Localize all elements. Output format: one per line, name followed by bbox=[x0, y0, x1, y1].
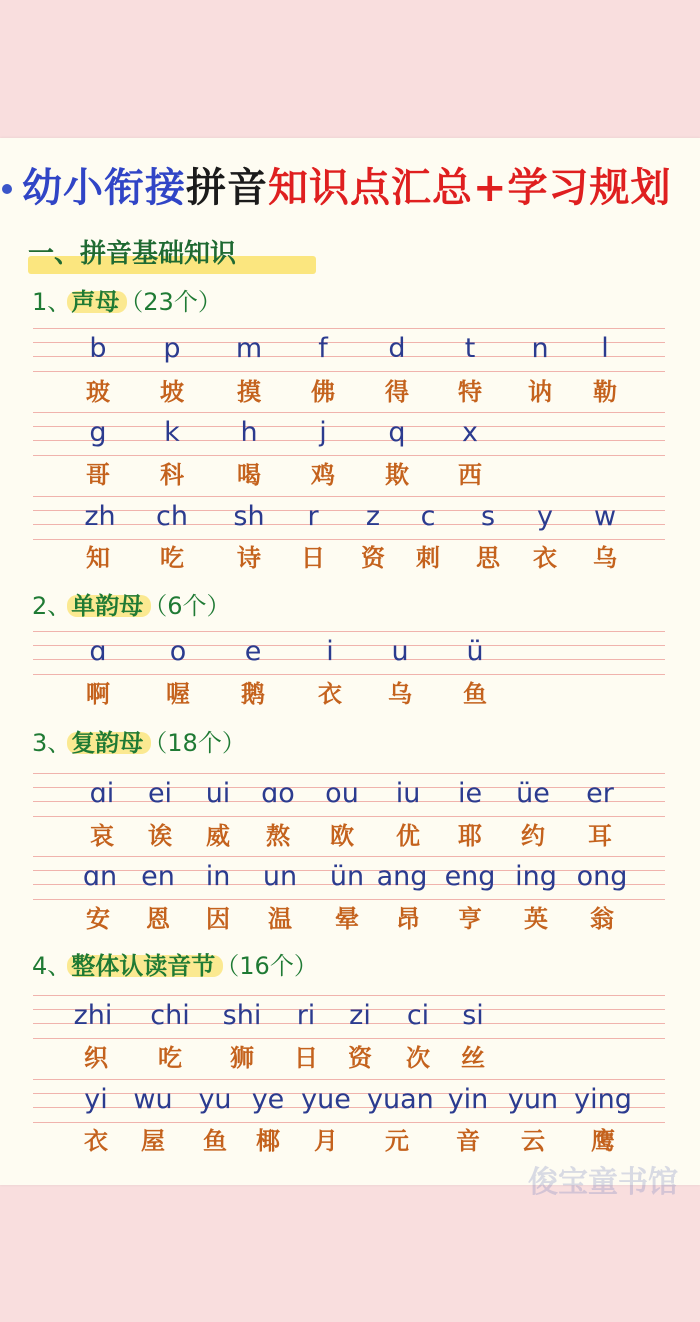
subsection-name: 整体认读音节 bbox=[71, 952, 216, 980]
hanzi-cell: 约 bbox=[521, 822, 545, 850]
hanzi-cell: 哀 bbox=[90, 822, 114, 850]
hanzi-cell: 乌 bbox=[593, 544, 617, 572]
pinyin-row bbox=[0, 1079, 700, 1121]
hanzi-cell: 因 bbox=[206, 905, 230, 933]
pinyin-cell: ɑi bbox=[89, 778, 115, 809]
pinyin-cell: n bbox=[531, 333, 549, 364]
pinyin-row bbox=[0, 631, 700, 673]
hanzi-row bbox=[0, 537, 700, 579]
subsection-name: 声母 bbox=[71, 288, 120, 316]
hanzi-cell: 鹰 bbox=[591, 1127, 615, 1155]
pinyin-cell: p bbox=[163, 333, 181, 364]
pinyin-cell: z bbox=[365, 501, 381, 532]
hanzi-cell: 鹅 bbox=[241, 680, 265, 708]
pinyin-cell: ci bbox=[406, 1000, 430, 1031]
hanzi-cell: 音 bbox=[456, 1127, 480, 1155]
pinyin-cell: sh bbox=[233, 501, 265, 532]
pinyin-cell: yun bbox=[507, 1084, 559, 1115]
hanzi-row bbox=[0, 1120, 700, 1162]
pinyin-cell: yin bbox=[447, 1084, 489, 1115]
hanzi-cell: 屋 bbox=[141, 1127, 165, 1155]
pinyin-cell: c bbox=[420, 501, 436, 532]
hanzi-cell: 织 bbox=[84, 1044, 108, 1072]
pinyin-cell: shi bbox=[222, 1000, 262, 1031]
hanzi-cell: 亨 bbox=[458, 905, 482, 933]
hanzi-cell: 日 bbox=[294, 1044, 318, 1072]
pinyin-cell: s bbox=[480, 501, 496, 532]
pinyin-row bbox=[0, 856, 700, 898]
title-part-1: 幼小衔接 bbox=[22, 165, 186, 211]
hanzi-cell: 鸡 bbox=[311, 461, 335, 489]
hanzi-cell: 鱼 bbox=[203, 1127, 227, 1155]
pinyin-cell: in bbox=[205, 861, 231, 892]
subsection-count: （6个） bbox=[143, 592, 231, 620]
subsection-count: （23个） bbox=[119, 288, 222, 316]
pinyin-cell: üe bbox=[516, 778, 550, 809]
pinyin-cell: o bbox=[169, 636, 187, 667]
pinyin-cell: un bbox=[262, 861, 298, 892]
hanzi-cell: 耶 bbox=[458, 822, 482, 850]
pinyin-cell: ang bbox=[376, 861, 428, 892]
hanzi-cell: 喝 bbox=[237, 461, 261, 489]
hanzi-cell: 诶 bbox=[148, 822, 172, 850]
pinyin-cell: b bbox=[89, 333, 107, 364]
pinyin-cell: q bbox=[388, 417, 406, 448]
hanzi-cell: 月 bbox=[314, 1127, 338, 1155]
hanzi-cell: 鱼 bbox=[463, 680, 487, 708]
pinyin-cell: zi bbox=[349, 1000, 371, 1031]
hanzi-cell: 耳 bbox=[588, 822, 612, 850]
title-part-3: 知识点汇总 bbox=[268, 165, 473, 211]
hanzi-row bbox=[0, 1037, 700, 1079]
hanzi-cell: 狮 bbox=[230, 1044, 254, 1072]
pinyin-cell: ɑn bbox=[82, 861, 118, 892]
hanzi-cell: 刺 bbox=[416, 544, 440, 572]
subsection-simple-finals-heading bbox=[32, 588, 231, 624]
subsection-name: 单韵母 bbox=[71, 592, 144, 620]
hanzi-cell: 特 bbox=[458, 378, 482, 406]
hanzi-cell: 昂 bbox=[396, 905, 420, 933]
page-title bbox=[22, 160, 698, 216]
pinyin-cell: ɑ bbox=[89, 636, 107, 667]
pinyin-row bbox=[0, 412, 700, 454]
pinyin-cell: yue bbox=[301, 1084, 351, 1115]
pinyin-cell: yi bbox=[84, 1084, 108, 1115]
hanzi-row bbox=[0, 673, 700, 715]
watermark-text: 俊宝童书馆 bbox=[528, 1165, 678, 1200]
pinyin-cell: zhi bbox=[73, 1000, 113, 1031]
hanzi-cell: 欧 bbox=[330, 822, 354, 850]
hanzi-cell: 乌 bbox=[388, 680, 412, 708]
subsection-name: 复韵母 bbox=[71, 729, 144, 757]
pinyin-cell: ing bbox=[515, 861, 557, 892]
pinyin-cell: i bbox=[326, 636, 334, 667]
section-heading bbox=[28, 236, 236, 276]
hanzi-cell: 安 bbox=[86, 905, 110, 933]
hanzi-cell: 欺 bbox=[385, 461, 409, 489]
pinyin-cell: eng bbox=[444, 861, 496, 892]
hanzi-cell: 衣 bbox=[533, 544, 557, 572]
pinyin-cell: f bbox=[318, 333, 328, 364]
pinyin-cell: wu bbox=[133, 1084, 173, 1115]
subsection-compound-finals-heading bbox=[32, 725, 246, 761]
hanzi-cell: 诗 bbox=[237, 544, 261, 572]
hanzi-cell: 翁 bbox=[590, 905, 614, 933]
hanzi-cell: 科 bbox=[160, 461, 184, 489]
pinyin-cell: m bbox=[235, 333, 263, 364]
hanzi-cell: 吃 bbox=[160, 544, 184, 572]
hanzi-cell: 啊 bbox=[86, 680, 110, 708]
pinyin-row bbox=[0, 995, 700, 1037]
subsection-whole-syllables-heading bbox=[32, 948, 318, 984]
hanzi-cell: 温 bbox=[268, 905, 292, 933]
hanzi-row bbox=[0, 371, 700, 413]
hanzi-cell: 威 bbox=[206, 822, 230, 850]
hanzi-cell: 元 bbox=[385, 1127, 409, 1155]
pinyin-row bbox=[0, 773, 700, 815]
pinyin-cell: y bbox=[537, 501, 553, 532]
pinyin-cell: yu bbox=[198, 1084, 232, 1115]
pinyin-cell: ying bbox=[574, 1084, 632, 1115]
hanzi-cell: 衣 bbox=[318, 680, 342, 708]
subsection-index: 3、 bbox=[32, 729, 72, 757]
hanzi-row bbox=[0, 454, 700, 496]
hanzi-cell: 得 bbox=[385, 378, 409, 406]
pinyin-cell: w bbox=[593, 501, 617, 532]
hanzi-cell: 资 bbox=[348, 1044, 372, 1072]
hanzi-cell: 哥 bbox=[86, 461, 110, 489]
pinyin-cell: iu bbox=[395, 778, 421, 809]
pinyin-cell: ch bbox=[156, 501, 188, 532]
pinyin-cell: chi bbox=[150, 1000, 190, 1031]
subsection-count: （18个） bbox=[143, 729, 246, 757]
pinyin-cell: en bbox=[141, 861, 175, 892]
subsection-index: 4、 bbox=[32, 952, 72, 980]
pinyin-row bbox=[0, 496, 700, 538]
hanzi-cell: 资 bbox=[361, 544, 385, 572]
hanzi-cell: 坡 bbox=[160, 378, 184, 406]
subsection-index: 2、 bbox=[32, 592, 72, 620]
title-part-2: 拼音 bbox=[186, 165, 268, 211]
subsection-initials-heading bbox=[32, 284, 222, 320]
pinyin-cell: er bbox=[586, 778, 614, 809]
pinyin-cell: ü bbox=[466, 636, 484, 667]
pinyin-cell: si bbox=[462, 1000, 484, 1031]
hanzi-cell: 熬 bbox=[266, 822, 290, 850]
subsection-index: 1、 bbox=[32, 288, 72, 316]
hanzi-cell: 讷 bbox=[528, 378, 552, 406]
hanzi-cell: 佛 bbox=[311, 378, 335, 406]
pinyin-cell: ong bbox=[576, 861, 628, 892]
pinyin-cell: l bbox=[601, 333, 609, 364]
hanzi-row bbox=[0, 815, 700, 857]
pinyin-cell: t bbox=[464, 333, 476, 364]
pinyin-cell: ie bbox=[457, 778, 483, 809]
hanzi-cell: 衣 bbox=[84, 1127, 108, 1155]
pinyin-cell: h bbox=[240, 417, 258, 448]
pinyin-cell: e bbox=[244, 636, 262, 667]
hanzi-cell: 思 bbox=[476, 544, 500, 572]
pinyin-cell: yuan bbox=[367, 1084, 434, 1115]
pinyin-cell: x bbox=[462, 417, 478, 448]
hanzi-row bbox=[0, 898, 700, 940]
hanzi-cell: 优 bbox=[396, 822, 420, 850]
subsection-count: （16个） bbox=[215, 952, 318, 980]
hanzi-cell: 勒 bbox=[593, 378, 617, 406]
hanzi-cell: 吃 bbox=[158, 1044, 182, 1072]
hanzi-cell: 丝 bbox=[461, 1044, 485, 1072]
pinyin-cell: ye bbox=[251, 1084, 285, 1115]
pinyin-cell: g bbox=[89, 417, 107, 448]
pinyin-cell: j bbox=[319, 417, 327, 448]
hanzi-cell: 西 bbox=[458, 461, 482, 489]
title-part-4: +学习规划 bbox=[473, 165, 672, 211]
hanzi-cell: 玻 bbox=[86, 378, 110, 406]
pinyin-cell: zh bbox=[84, 501, 116, 532]
pinyin-cell: k bbox=[164, 417, 180, 448]
hanzi-cell: 次 bbox=[406, 1044, 430, 1072]
hanzi-cell: 恩 bbox=[146, 905, 170, 933]
hanzi-cell: 云 bbox=[521, 1127, 545, 1155]
title-bullet-dot bbox=[2, 184, 12, 194]
pinyin-row bbox=[0, 328, 700, 370]
section-heading-text: 一、拼音基础知识 bbox=[28, 239, 237, 269]
pinyin-cell: ün bbox=[329, 861, 365, 892]
pinyin-cell: ui bbox=[205, 778, 231, 809]
pinyin-cell: ou bbox=[325, 778, 359, 809]
hanzi-cell: 晕 bbox=[335, 905, 359, 933]
pinyin-cell: r bbox=[307, 501, 319, 532]
hanzi-cell: 日 bbox=[301, 544, 325, 572]
hanzi-cell: 喔 bbox=[166, 680, 190, 708]
hanzi-cell: 摸 bbox=[237, 378, 261, 406]
hanzi-cell: 英 bbox=[524, 905, 548, 933]
hanzi-cell: 知 bbox=[86, 544, 110, 572]
pinyin-cell: ri bbox=[296, 1000, 316, 1031]
pinyin-cell: d bbox=[388, 333, 406, 364]
pinyin-cell: u bbox=[391, 636, 409, 667]
pinyin-cell: ɑo bbox=[261, 778, 295, 809]
hanzi-cell: 椰 bbox=[256, 1127, 280, 1155]
pinyin-cell: ei bbox=[147, 778, 173, 809]
